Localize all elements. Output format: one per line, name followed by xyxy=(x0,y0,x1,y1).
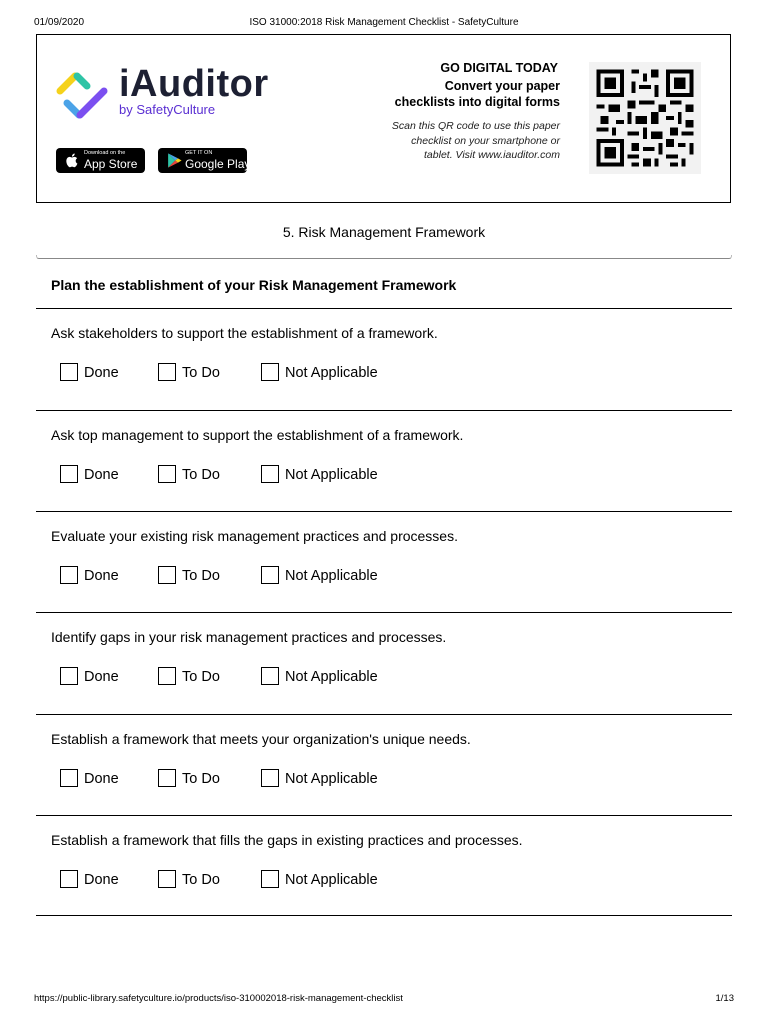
app-store-small-label: Download on the xyxy=(84,150,126,156)
checklist-question: Establish a framework that fills the gaps in existing practices and processes. xyxy=(51,832,523,848)
divider xyxy=(36,511,732,512)
checkbox-todo[interactable] xyxy=(158,465,176,483)
checkbox-done[interactable] xyxy=(60,769,78,787)
option-done-label: Done xyxy=(84,365,119,381)
option-done-label: Done xyxy=(84,467,119,483)
section-subheading: Plan the establishment of your Risk Management Framework xyxy=(51,277,457,293)
print-date: 01/09/2020 xyxy=(34,17,85,28)
checkbox-done[interactable] xyxy=(60,870,78,888)
google-play-label: Google Play xyxy=(185,157,251,171)
option-todo-label: To Do xyxy=(182,872,220,888)
divider xyxy=(36,915,732,916)
divider xyxy=(36,714,732,715)
promo-description: Scan this QR code to use this paper checklist on your smartphone or tablet. Visit www.iauditor.com xyxy=(391,120,560,161)
checklist-question: Ask top management to support the establishment of a framework. xyxy=(51,427,464,443)
checkbox-done[interactable] xyxy=(60,465,78,483)
google-play-small-label: GET IT ON xyxy=(185,150,213,156)
divider xyxy=(36,815,732,816)
promo-heading: GO DIGITAL TODAY xyxy=(440,61,558,75)
option-done-label: Done xyxy=(84,669,119,685)
option-na-label: Not Applicable xyxy=(285,467,378,483)
brand-subtitle: by SafetyCulture xyxy=(119,102,216,117)
option-done-label: Done xyxy=(84,771,119,787)
promo-line-2: checklists into digital forms xyxy=(394,95,560,109)
checkbox-todo[interactable] xyxy=(158,566,176,584)
checkbox-done[interactable] xyxy=(60,363,78,381)
option-na-label: Not Applicable xyxy=(285,771,378,787)
app-store-button[interactable] xyxy=(56,148,145,173)
option-todo-label: To Do xyxy=(182,669,220,685)
checkbox-todo[interactable] xyxy=(158,667,176,685)
google-play-icon xyxy=(166,152,183,169)
qr-code[interactable] xyxy=(589,62,701,174)
section-title: 5. Risk Management Framework xyxy=(282,224,486,240)
checklist-question: Evaluate your existing risk management practices and processes. xyxy=(51,528,458,544)
google-play-button[interactable] xyxy=(158,148,251,173)
option-todo-label: To Do xyxy=(182,365,220,381)
checkbox-todo[interactable] xyxy=(158,363,176,381)
print-header xyxy=(34,17,734,29)
checkbox-done[interactable] xyxy=(60,667,78,685)
checkbox-not-applicable[interactable] xyxy=(261,667,279,685)
checkbox-done[interactable] xyxy=(60,566,78,584)
checkbox-not-applicable[interactable] xyxy=(261,870,279,888)
option-done-label: Done xyxy=(84,568,119,584)
checkbox-not-applicable[interactable] xyxy=(261,566,279,584)
section-top-rule xyxy=(36,255,732,259)
divider xyxy=(36,410,732,411)
checklist-question: Ask stakeholders to support the establishment of a framework. xyxy=(51,325,438,341)
app-store-label: App Store xyxy=(84,157,138,171)
option-na-label: Not Applicable xyxy=(285,568,378,584)
option-done-label: Done xyxy=(84,872,119,888)
option-todo-label: To Do xyxy=(182,568,220,584)
checkbox-todo[interactable] xyxy=(158,870,176,888)
checkbox-not-applicable[interactable] xyxy=(261,465,279,483)
print-footer xyxy=(34,993,734,1005)
checklist-question: Identify gaps in your risk management practices and processes. xyxy=(51,629,447,645)
page-number: 1/13 xyxy=(715,993,734,1004)
checkbox-not-applicable[interactable] xyxy=(261,363,279,381)
checkbox-todo[interactable] xyxy=(158,769,176,787)
option-todo-label: To Do xyxy=(182,771,220,787)
checkbox-not-applicable[interactable] xyxy=(261,769,279,787)
promo-block xyxy=(395,61,560,110)
iauditor-banner xyxy=(36,34,731,203)
print-url[interactable]: https://public-library.safetyculture.io/products/iso-310002018-risk-management-checklist xyxy=(34,993,403,1004)
option-na-label: Not Applicable xyxy=(285,365,378,381)
checklist-question: Establish a framework that meets your organization's unique needs. xyxy=(51,731,471,747)
brand-name: iAuditor xyxy=(119,63,269,105)
divider xyxy=(36,308,732,309)
option-na-label: Not Applicable xyxy=(285,872,378,888)
iauditor-logo-icon xyxy=(55,69,111,121)
apple-icon xyxy=(64,152,81,169)
print-doc-title: ISO 31000:2018 Risk Management Checklist - SafetyCulture xyxy=(249,17,519,28)
option-na-label: Not Applicable xyxy=(285,669,378,685)
promo-line-1: Convert your paper xyxy=(444,79,560,93)
option-todo-label: To Do xyxy=(182,467,220,483)
divider xyxy=(36,612,732,613)
